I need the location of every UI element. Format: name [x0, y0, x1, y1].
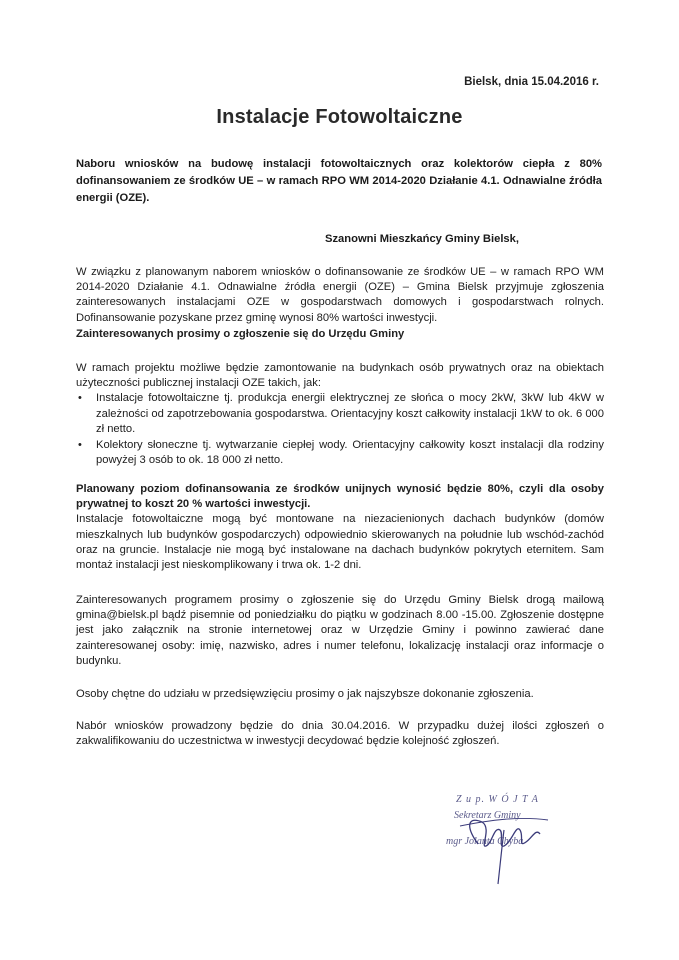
- paragraph-text: W ramach projektu możliwe będzie zamontowanie na budynkach osób prywatnych oraz na obiektach użyteczności publicznej instalacji OZE takich, jak:: [76, 362, 604, 390]
- stamp-line-1: Z u p. W Ó J T A: [456, 794, 539, 805]
- paragraph-bold-funding: Planowany poziom dofinansowania ze środków unijnych wynosić będzie 80%, czyli dla osoby prywatnej to koszt 20 % wartości inwestycji.: [76, 483, 604, 511]
- paragraph-announcement: [76, 265, 604, 342]
- paragraph-text: Instalacje fotowoltaiczne mogą być montowane na niezacienionych dachach budynków (domów mieszkalnych lub budynków gospodarczych) odpowiednio skierowanych na południe lub wschód-zachód oraz na gruncie. Instalacje nie mogą być instalowane na dachach budynków pokrytych eternitem. Sam montaż instalacji jest nieskomplikowany i trwa ok. 1-2 dni.: [76, 513, 604, 572]
- installation-list: [76, 391, 604, 468]
- paragraph-project-scope: [76, 361, 604, 468]
- bullet-icon: •: [78, 439, 82, 452]
- signature-stamp: [420, 786, 570, 886]
- document-title: Instalacje Fotowoltaiczne: [216, 106, 463, 128]
- list-item-text: Instalacje fotowoltaiczne tj. produkcja energii elektrycznej ze słońca o mocy 2kW, 3kW lub 4kW w zależności od zapotrzebowania gospodarstwa. Orientacyjny koszt całkowity instalacji 1kW to ok. 6 000 zł netto.: [96, 392, 604, 435]
- stamp-line-3: mgr Jolanta Chyba: [446, 836, 524, 847]
- paragraph-encouragement: Osoby chętne do udziału w przedsięwzięciu prosimy o jak najszybsze dokonanie zgłoszenia.: [76, 688, 534, 700]
- intro-paragraph: Naboru wniosków na budowę instalacji fotowoltaicznych oraz kolektorów ciepła z 80% dofinansowaniem ze środków UE – w ramach RPO WM 2014-2020 Działanie 4.1. Odnawialne źródła energii (OZE).: [76, 158, 602, 204]
- paragraph-application: Zainteresowanych programem prosimy o zgłoszenie się do Urzędu Gminy Bielsk drogą mailową gmina@bielsk.pl bądź pisemnie od poniedziałku do piątku w godzinach 8.00 -15.00. Zgłoszenie dostępne jest jako załącznik na stronie internetowej oraz w Urzędzie Gminy i powinno zawierać dane zainteresowanej osoby: imię, nazwisko, adres i numer telefonu, lokalizację instalacji oraz informacje o budynku.: [76, 594, 604, 667]
- stamp-line-2: Sekretarz Gminy: [454, 810, 521, 821]
- paragraph-funding-level: [76, 482, 604, 573]
- list-item: [76, 438, 604, 468]
- list-item-text: Kolektory słoneczne tj. wytwarzanie ciepłej wody. Orientacyjny całkowity koszt instalacji dla rodziny powyżej 3 osób to ok. 18 000 zł netto.: [96, 439, 604, 467]
- list-item: [76, 391, 604, 437]
- greeting: Szanowni Mieszkańcy Gminy Bielsk,: [325, 233, 519, 245]
- paragraph-bold-call: Zainteresowanych prosimy o zgłoszenie się do Urzędu Gminy: [76, 327, 405, 340]
- handwritten-signature: [420, 786, 570, 886]
- paragraph-deadline: Nabór wniosków prowadzony będzie do dnia 30.04.2016. W przypadku dużej ilości zgłoszeń o zakwalifikowaniu do uczestnictwa w inwestycji decydować będzie kolejność zgłoszeń.: [76, 720, 604, 748]
- paragraph-text: W związku z planowanym naborem wniosków o dofinansowanie ze środków UE – w ramach RPO WM 2014-2020 Działanie 4.1. Odnawialne źródła energii (OZE) – Gmina Bielsk przyjmuje zgłoszenia zainteresowanych instalacjami OZE w gospodarstwach domowych i gospodarstwach rolnych. Dofinansowanie pozyskane przez gminę wynosi 80% wartości inwestycji.: [76, 266, 604, 324]
- bullet-icon: •: [78, 392, 82, 405]
- document-date: Bielsk, dnia 15.04.2016 r.: [464, 76, 599, 88]
